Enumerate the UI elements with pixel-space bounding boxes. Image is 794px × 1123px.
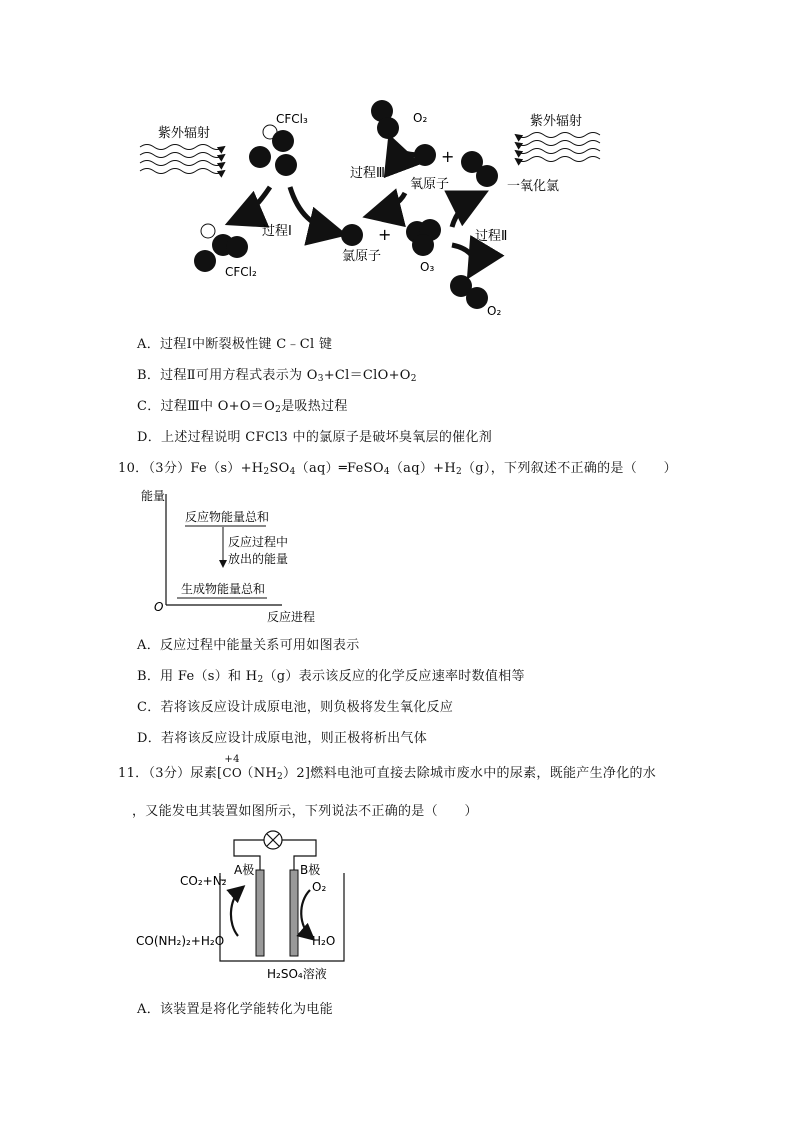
q10-stem-text-4: （aq）+H — [389, 461, 456, 476]
process3-label: 过程Ⅲ — [350, 166, 385, 181]
origin-label: O — [154, 600, 164, 614]
q10-option-c[interactable]: C．若将该反应设计成原电池，则负极将发生氧化反应 — [137, 700, 454, 715]
co-charge: +4 — [224, 754, 240, 765]
fuel-cell-diagram — [134, 828, 384, 984]
q10-stem-text-5: （g），下列叙述不正确的是（ ） — [462, 461, 677, 476]
plus-sign-2: + — [441, 147, 455, 166]
q11-stem-text-2: （NH — [240, 766, 278, 781]
reactant-energy-label: 反应物能量总和 — [185, 510, 270, 524]
ozone-molecule — [406, 219, 441, 256]
q10-stem-text-1: 10．（3分）Fe（s）+H — [118, 461, 264, 476]
cfcl3-label: CFCl₃ — [276, 112, 308, 126]
q10-option-b-text-2: （g）表示该反应的化学反应速率时数值相等 — [263, 669, 525, 684]
q10-stem: 10．（3分）$Fe(s)+H_2SO_4(aq)═FeSO_4(aq)+H_2(g)$，下列叙述不正确的是（ ） — [118, 461, 677, 477]
electrode-b — [290, 870, 298, 956]
q9-option-b[interactable]: B．过程Ⅱ可用方程式表示为 $O_3+Cl=ClO+O_2$ — [137, 368, 417, 384]
q10-stem-text-2: SO — [269, 461, 290, 476]
co-with-charge — [222, 754, 243, 781]
uv-waves-right — [516, 133, 600, 162]
released-energy-label-1: 反应过程中 — [228, 535, 289, 549]
uv-label-left: 紫外辐射 — [158, 126, 211, 141]
uv-label-right: 紫外辐射 — [530, 114, 583, 129]
energy-diagram — [140, 484, 330, 629]
oxygen-label-bottom: O₂ — [487, 304, 502, 318]
right-output-label: H₂O — [312, 934, 336, 948]
q9-option-c-text-1: C．过程Ⅲ中 O+O＝O — [137, 399, 276, 414]
co-formula: CO — [222, 766, 243, 780]
uv-waves-left — [140, 145, 224, 174]
left-input-label: CO(NH₂)₂+H₂O — [136, 934, 225, 948]
oxygen-atom — [414, 144, 436, 166]
process1-arrow-left — [234, 187, 270, 221]
b-pole-label: B极 — [300, 863, 321, 877]
cfcl3-molecule — [249, 125, 297, 176]
q9-option-c[interactable]: C．过程Ⅲ中 $O+O=O_2$是吸热过程 — [137, 399, 348, 415]
reaction-progress-label: 反应进程 — [267, 610, 316, 624]
q11-stem-line1: 11．（3分）尿素[ +4 $CO(NH_2)2$]燃料电池可直接去除城市废水中的尿素，既能产生净化的水 — [118, 754, 657, 782]
oxygen-molecule-top — [371, 100, 399, 139]
right-input-label: O₂ — [312, 880, 327, 894]
q9-option-b-text-2: +Cl＝ClO+O — [323, 368, 411, 383]
process3-arrow-down — [372, 193, 405, 215]
q10-stem-text-3: （aq）═FeSO — [295, 461, 384, 476]
q9-option-b-text-1: B．过程Ⅱ可用方程式表示为 O — [137, 368, 318, 383]
process2-arrow-down — [452, 245, 474, 271]
right-reaction-arrow — [301, 890, 312, 938]
q9-option-a[interactable]: A．过程Ⅰ中断裂极性键 C﹣Cl 键 — [137, 337, 333, 352]
q9-option-d[interactable]: D．上述过程说明 CFCl3 中的氯原子是破坏臭氧层的催化剂 — [137, 430, 493, 445]
clo-label: 一氧化氯 — [507, 179, 560, 194]
electrode-a — [256, 870, 264, 956]
q11-stem-text-1: 11．（3分）尿素[ — [118, 766, 223, 781]
q11-stem-line2: ，又能发电其装置如图所示，下列说法不正确的是（ ） — [132, 804, 478, 819]
plus-sign-1: + — [378, 225, 392, 244]
process2-arrow-up — [452, 195, 480, 227]
oxygen-molecule-bottom — [450, 275, 488, 309]
q10-option-a[interactable]: A．反应过程中能量关系可用如图表示 — [137, 638, 360, 653]
oxygen-label-top: O₂ — [413, 111, 428, 125]
product-energy-label: 生成物能量总和 — [181, 582, 266, 596]
ozone-depletion-diagram — [130, 95, 610, 325]
q11-stem-text-3: ）2]燃料电池可直接去除城市废水中的尿素，既能产生净化的水 — [283, 766, 657, 781]
q10-option-d[interactable]: D．若将该反应设计成原电池，则正极将析出气体 — [137, 731, 428, 746]
ozone-label: O₃ — [420, 260, 435, 274]
q11-option-a[interactable]: A．该装置是将化学能转化为电能 — [137, 1002, 333, 1017]
energy-axis-label: 能量 — [141, 489, 166, 503]
cfcl2-label: CFCl₂ — [225, 265, 257, 279]
bulb-icon — [264, 831, 282, 849]
q10-option-b[interactable]: B．用 Fe（s）和 $H_2(g)$表示该反应的化学反应速率时数值相等 — [137, 669, 525, 685]
process2-label: 过程Ⅱ — [475, 229, 508, 244]
chlorine-atom — [341, 224, 363, 246]
clo-molecule — [461, 151, 498, 187]
released-energy-label-2: 放出的能量 — [228, 552, 289, 566]
oxygen-atom-label: 氧原子 — [410, 177, 450, 192]
q10-option-b-text-1: B．用 Fe（s）和 H — [137, 669, 258, 684]
left-output-label: CO₂+N₂ — [180, 874, 227, 888]
electrolyte-label: H₂SO₄溶液 — [267, 967, 327, 981]
process1-arrow-right — [290, 187, 338, 233]
q9-option-c-text-2: 是吸热过程 — [281, 399, 348, 414]
chlorine-atom-label: 氯原子 — [342, 249, 382, 264]
process1-label: 过程Ⅰ — [262, 224, 292, 239]
left-reaction-arrow — [231, 888, 242, 936]
a-pole-label: A极 — [234, 863, 255, 877]
